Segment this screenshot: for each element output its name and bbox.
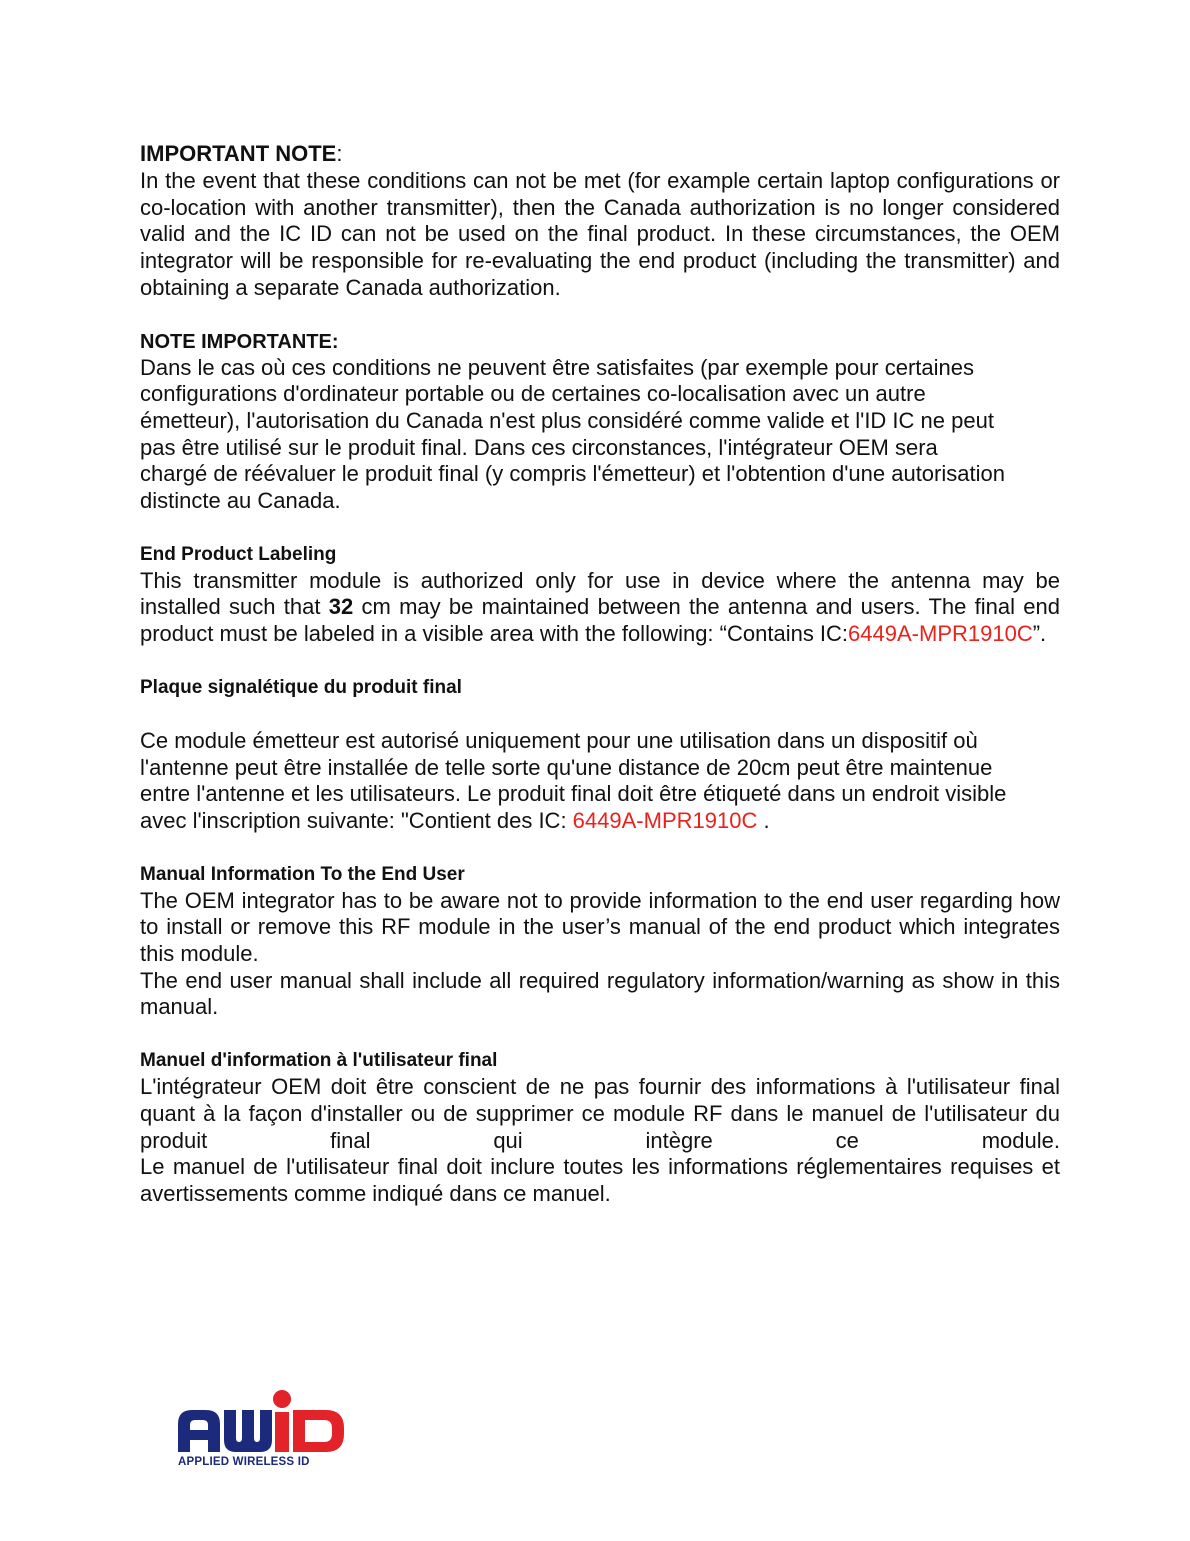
manual-info-section: [140, 862, 1060, 1022]
labeling-text-part: ”.: [1032, 621, 1047, 647]
labeling-ic-id: 6449A-MPR1910C: [848, 621, 1033, 647]
manuel-info-section: [140, 1048, 1060, 1208]
note-importante-line: Dans le cas où ces conditions ne peuvent être satisfaites (par exemple pour certaines: [140, 354, 975, 380]
logo-tagline: APPLIED WIRELESS ID: [178, 1456, 310, 1468]
plaque-heading: Plaque signalétique du produit final: [140, 676, 462, 698]
logo-letter-a: [178, 1410, 220, 1452]
note-importante-heading: NOTE IMPORTANTE:: [140, 330, 339, 353]
labeling-distance-value: 32: [328, 594, 354, 620]
note-importante-line: distincte au Canada.: [140, 488, 341, 514]
logo-letter-i: [275, 1412, 289, 1452]
important-note-body: In the event that these conditions can not be met (for example certain laptop configurations or co-location with another transmitter), then the Canada authorization is no longer considered valid and the IC ID can not be used on the final product. In these circumstances, the OEM integrator will be responsible for re-evaluating the end product (including the transmitter) and obtaining a separate Canada authorization.: [140, 168, 1060, 300]
note-importante-line: émetteur), l'autorisation du Canada n'est plus considéré comme valide et l'ID IC ne peut: [140, 407, 994, 433]
plaque-body: [140, 728, 1060, 835]
logo-letter-w: [224, 1410, 272, 1452]
manual-info-heading: Manual Information To the End User: [140, 863, 465, 885]
important-note-heading: [140, 140, 1060, 168]
manuel-info-paragraph-2: Le manuel de l'utilisateur final doit inclure toutes les informations réglementaires requises et avertissements comme indiqué dans ce manuel.: [140, 1154, 1060, 1206]
labeling-text-part: This transmitter module is authorized only for use in device where the antenna may be installed such that: [140, 567, 1060, 620]
manual-info-paragraph-1: The OEM integrator has to be aware not to provide information to the end user regarding how to install or remove this RF module in the user’s manual of the end product which integrates this module.: [140, 887, 1060, 967]
plaque-line-suffix: .: [757, 807, 770, 833]
note-importante-body: [140, 355, 1060, 515]
important-note-section: [140, 140, 1060, 302]
note-importante-section: [140, 329, 1060, 515]
plaque-line: Ce module émetteur est autorisé uniquement pour une utilisation dans un dispositif où: [140, 727, 978, 753]
end-product-labeling-section: [140, 542, 1060, 648]
plaque-section: [140, 675, 1060, 835]
manual-info-paragraph-2: The end user manual shall include all required regulatory information/warning as show in this manual.: [140, 967, 1060, 1020]
document-page: [140, 140, 1060, 1235]
plaque-ic-id: 6449A-MPR1910C: [572, 807, 758, 833]
note-importante-line: configurations d'ordinateur portable ou de certaines co-localisation avec un autre: [140, 381, 926, 407]
logo-i-dot: [273, 1390, 291, 1408]
plaque-line: entre l'antenne et les utilisateurs. Le produit final doit être étiqueté dans un endroit visible: [140, 781, 1007, 807]
important-note-colon: :: [336, 141, 343, 166]
note-importante-line: chargé de réévaluer le produit final (y compris l'émetteur) et l'obtention d'une autorisation: [140, 461, 1005, 487]
manuel-info-heading: Manuel d'information à l'utilisateur final: [140, 1050, 498, 1072]
manuel-info-paragraph-1: L'intégrateur OEM doit être conscient de ne pas fournir des informations à l'utilisateur final quant à la façon d'installer ou de supprimer ce module RF dans le manuel de l'utilisateur du produit final qui intègre ce module.: [140, 1074, 1060, 1153]
labeling-text-part: cm may be maintained between the antenna and users. The final end product must be labeled in a visible area with the following: “Contains IC:: [140, 594, 1060, 647]
logo-letter-d: [293, 1410, 344, 1452]
plaque-line: l'antenne peut être installée de telle sorte qu'une distance de 20cm peut être maintenue: [140, 754, 993, 780]
important-note-title: IMPORTANT NOTE: [140, 141, 337, 166]
plaque-line-prefix: avec l'inscription suivante: "Contient des IC:: [140, 807, 573, 833]
end-product-labeling-heading: End Product Labeling: [140, 543, 337, 565]
end-product-labeling-body: [140, 568, 1060, 648]
note-importante-line: pas être utilisé sur le produit final. Dans ces circonstances, l'intégrateur OEM sera: [140, 434, 938, 460]
